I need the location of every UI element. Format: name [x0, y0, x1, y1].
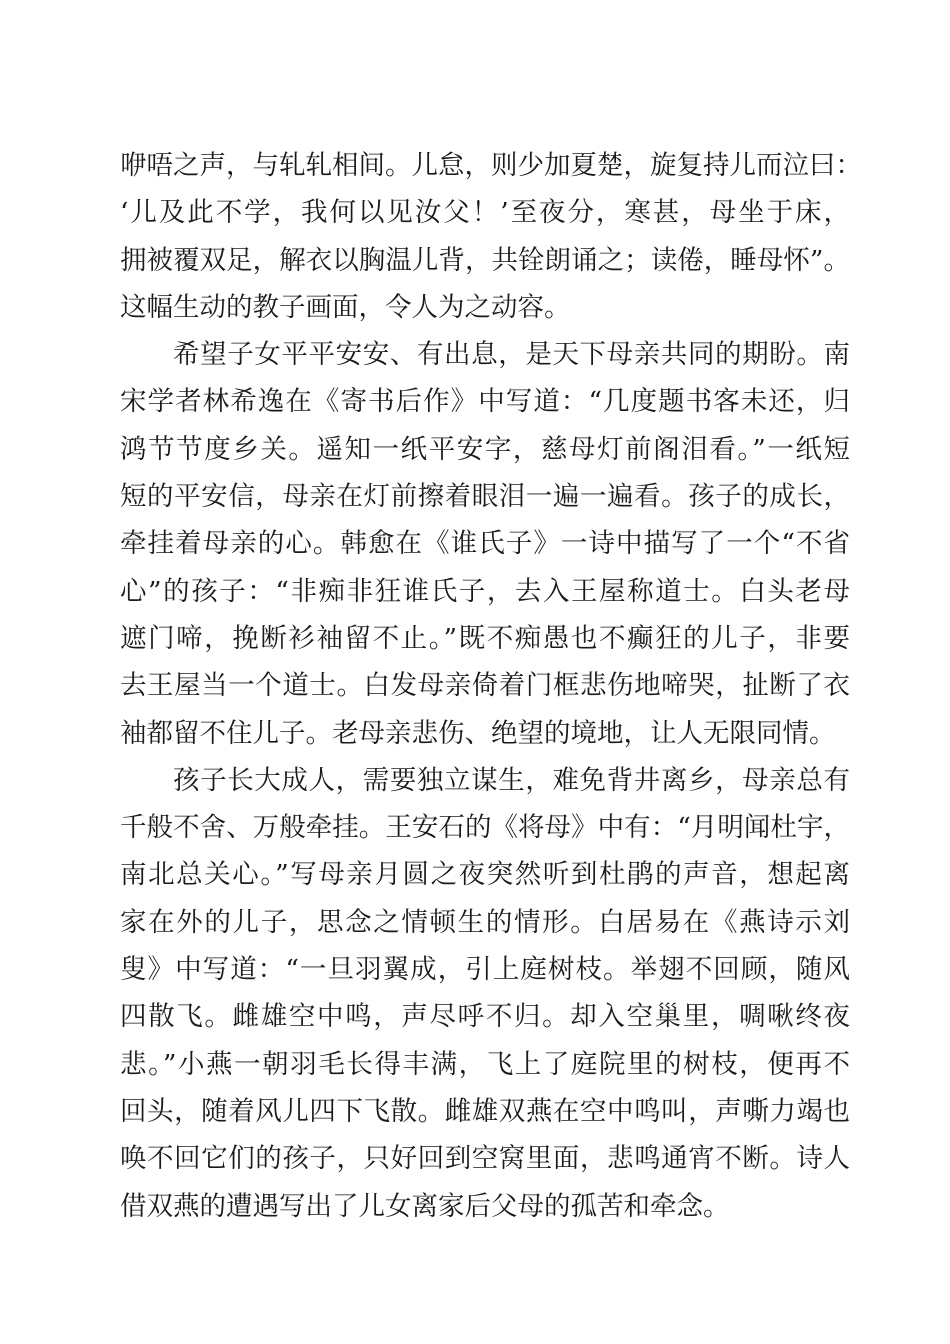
- text-line: 悲。”小燕一朝羽毛长得丰满，飞上了庭院里的树枝，便再不: [120, 1048, 850, 1080]
- text-line: 四散飞。雌雄空中鸣，声尽呼不归。却入空巢里，啁啾终夜: [120, 1001, 850, 1033]
- text-line: 千般不舍、万般牵挂。王安石的《将母》中有：“月明闻杜宇，: [120, 812, 850, 844]
- text-line: 拥被覆双足，解衣以胸温儿背，共铨朗诵之；读倦，睡母怀”。: [120, 244, 850, 276]
- text-line: 孩子长大成人，需要独立谋生，难免背井离乡，母亲总有: [173, 764, 850, 796]
- paragraph-1: [120, 142, 862, 331]
- paragraph-2: [120, 331, 850, 757]
- text-line: 鸿节节度乡关。遥知一纸平安字，慈母灯前阁泪看。”一纸短: [120, 433, 850, 465]
- body-text: [120, 142, 862, 1230]
- text-line: ‘儿及此不学，我何以见汝父！’至夜分，寒甚，母坐于床，: [120, 197, 850, 229]
- text-line: 去王屋当一个道士。白发母亲倚着门框悲伤地啼哭，扯断了衣: [120, 670, 850, 702]
- text-line: 遮门啼，挽断衫袖留不止。”既不痴愚也不癫狂的儿子，非要: [120, 622, 850, 654]
- text-line: 这幅生动的教子画面，令人为之动容。: [120, 291, 571, 323]
- text-line: 短的平安信，母亲在灯前擦着眼泪一遍一遍看。孩子的成长，: [120, 481, 850, 513]
- paragraph-3: [120, 757, 850, 1230]
- text-line: 唤不回它们的孩子，只好回到空窝里面，悲鸣通宵不断。诗人: [120, 1143, 850, 1175]
- text-line: 南北总关心。”写母亲月圆之夜突然听到杜鹃的声音，想起离: [120, 859, 850, 891]
- text-line: 家在外的儿子，思念之情顿生的情形。白居易在《燕诗示刘: [120, 906, 850, 938]
- text-line: 心”的孩子：“非痴非狂谁氏子，去入王屋称道士。白头老母: [120, 575, 850, 607]
- text-line: 袖都留不住儿子。老母亲悲伤、绝望的境地，让人无限同情。: [120, 717, 836, 749]
- text-line: 宋学者林希逸在《寄书后作》中写道：“几度题书客未还，归: [120, 386, 850, 418]
- text-line: 希望子女平平安安、有出息，是天下母亲共同的期盼。南: [173, 339, 850, 371]
- text-line: 借双燕的遭遇写出了儿女离家后父母的孤苦和牵念。: [120, 1190, 730, 1222]
- text-line: 叟》中写道：“一旦羽翼成，引上庭树枝。举翅不回顾，随风: [120, 954, 850, 986]
- text-line: 咿唔之声，与轧轧相间。儿怠，则少加夏楚，旋复持儿而泣曰：: [120, 150, 862, 181]
- text-line: 牵挂着母亲的心。韩愈在《谁氏子》一诗中描写了一个“不省: [120, 528, 850, 560]
- text-line: 回头，随着风儿四下飞散。雌雄双燕在空中鸣叫，声嘶力竭也: [120, 1095, 850, 1127]
